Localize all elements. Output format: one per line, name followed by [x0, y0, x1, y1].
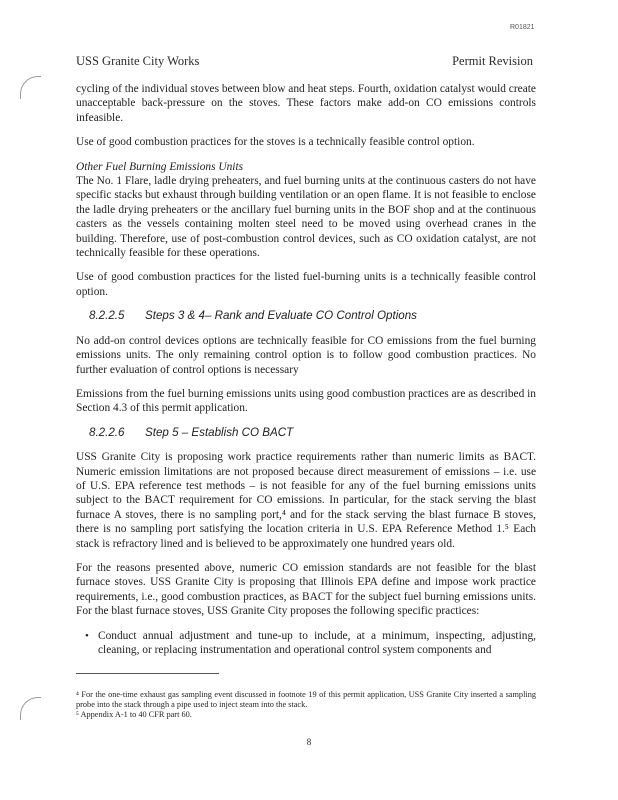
paragraph: Use of good combustion practices for the listed fuel-burning units is a technically feasible control option. [76, 271, 536, 298]
paragraph: Emissions from the fuel burning emissions units using good combustion practices are as described in Section 4.3 of this permit application. [76, 387, 536, 415]
section-title: Steps 3 & 4– Rank and Evaluate CO Control Options [145, 309, 417, 323]
hole-punch-mark-top [20, 76, 41, 99]
section-subheading: Other Fuel Burning Emissions Units [76, 160, 244, 173]
paragraph: The No. 1 Flare, ladle drying preheaters, and fuel burning units at the continuous casters do not have specific stacks but exhaust through building ventilation or an open flame. It is not feasible to enclose the ladle drying preheaters or the ancillary fuel burning units in the BOF shop and at the continuous casters as the vessels containing molten steel need to be moved using overhead cranes in the building. Therefore, use of post-combustion control devices, such as CO oxidation catalyst, are not technically feasible for these operations. [76, 175, 536, 260]
paragraph: Use of good combustion practices for the stoves is a technically feasible control option. [76, 136, 475, 149]
footnote-divider [76, 673, 219, 674]
page-number: 8 [306, 737, 312, 747]
section-number: 8.2.2.6 [89, 425, 125, 439]
section-number: 8.2.2.5 [89, 309, 125, 323]
paragraph: USS Granite City is proposing work practice requirements rather than numeric limits as BACT. Numeric emission limitations are not proposed because direct measurement of emissions – i.e. use of U.S. EPA reference test methods – is not feasible for any of the fuel burning emissions units subject to the BACT requirement for CO emissions. In particular, for the stack serving the blast furnace A stoves, there is no sampling port,⁴ and for the stack serving the blast furnace B stoves, there is no sampling port satisfying the location criteria in U.S. EPA Reference Method 1.⁵ Each stack is refractory lined and is believed to be approximately one hundred years old. [76, 451, 536, 550]
list-item: • Conduct annual adjustment and tune-up to include, at a minimum, inspecting, adjusting, cleaning, or replacing instrumentation and operational control system components and [76, 629, 536, 658]
footnote-4: ⁴ For the one-time exhaust gas sampling event discussed in footnote 19 of this permit application, USS Granite City inserted a sampling probe into the stack through a pipe used to inject steam into the stack. [76, 690, 536, 710]
header-right: Permit Revision [452, 54, 533, 68]
document-id-stamp: R01821 [510, 24, 535, 31]
section-heading-8225 [89, 309, 536, 323]
section-title: Step 5 – Establish CO BACT [145, 425, 294, 439]
page-header [76, 54, 533, 70]
paragraph: cycling of the individual stoves between blow and heat steps. Fourth, oxidation catalyst would create unacceptable back-pressure on the stoves. These factors make add-on CO emissions controls infeasible. [76, 83, 536, 124]
page-body [76, 82, 536, 657]
paragraph: For the reasons presented above, numeric CO emission standards are not feasible for the blast furnace stoves. USS Granite City is proposing that Illinois EPA define and impose work practice requirements, i.e., good combustion practices, as BACT for the subject fuel burning emissions units. For the blast furnace stoves, USS Granite City proposes the following specific practices: [76, 561, 536, 618]
paragraph: No add-on control devices options are technically feasible for CO emissions from the fuel burning emissions units. The only remaining control option is to follow good combustion practices. No further evaluation of control options is necessary [76, 334, 536, 376]
header-left: USS Granite City Works [76, 54, 200, 68]
hole-punch-mark-bottom [20, 697, 41, 720]
practice-list [76, 629, 536, 658]
footnote-5: ⁵ Appendix A-1 to 40 CFR part 60. [76, 710, 192, 720]
footnotes [76, 690, 536, 721]
section-heading-8226 [89, 426, 536, 440]
